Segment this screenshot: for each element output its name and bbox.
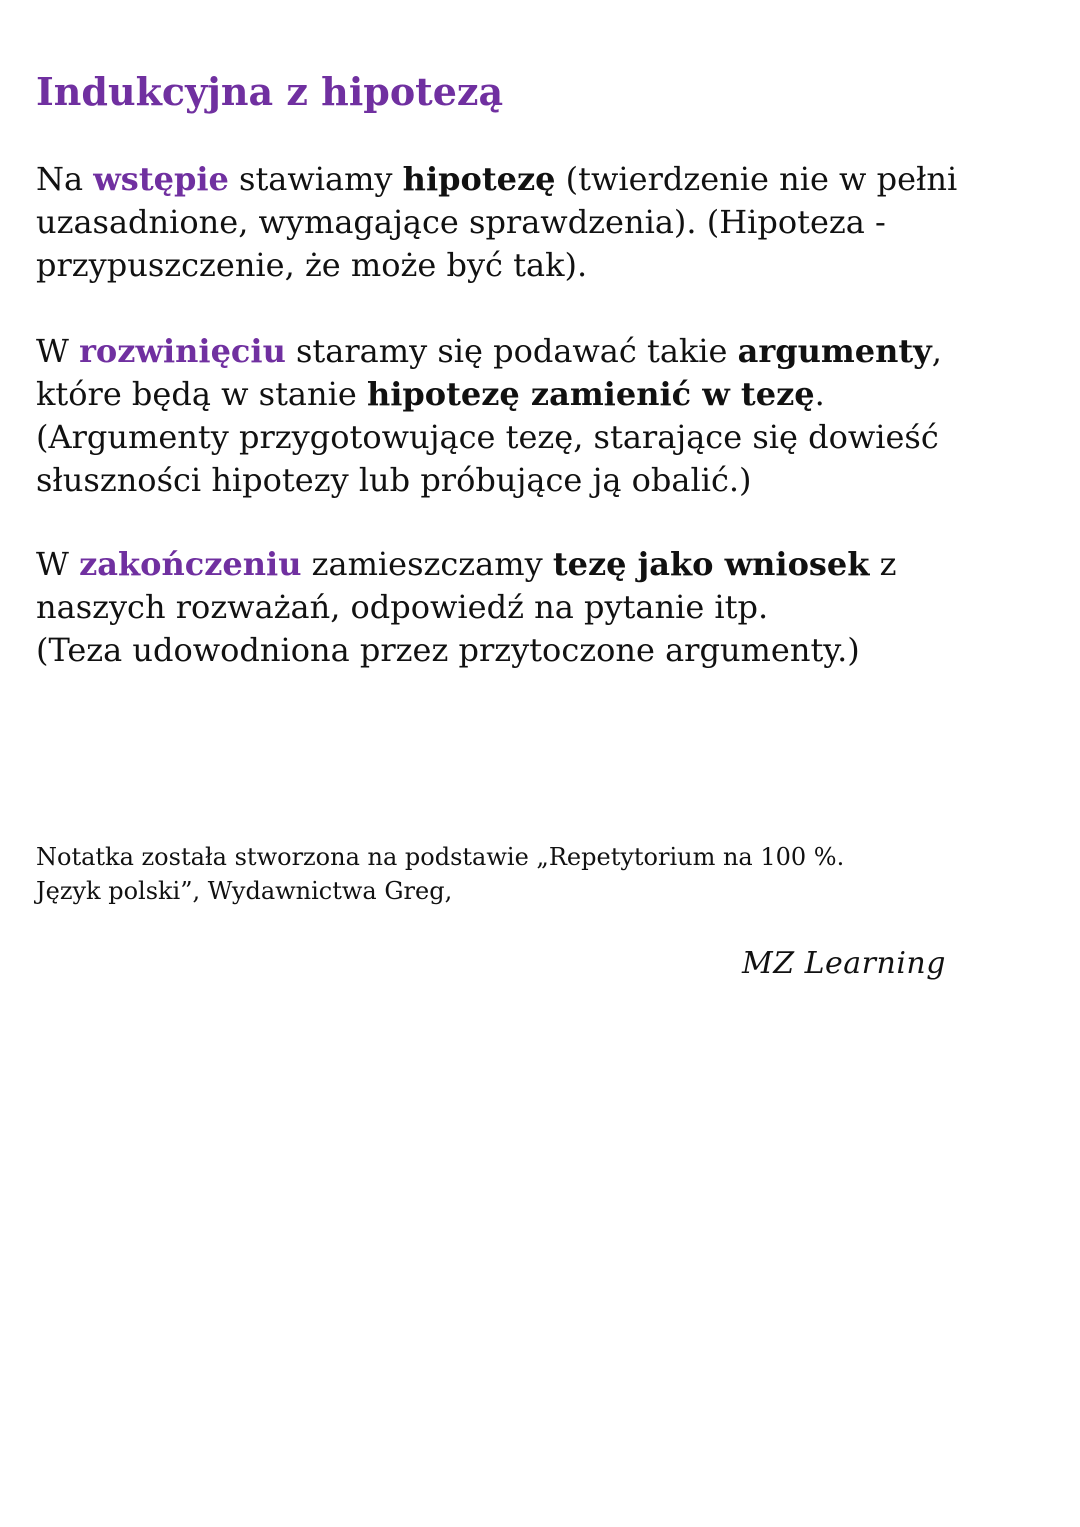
emphasis-teze-jako-wniosek: tezę jako wniosek	[552, 545, 870, 583]
text-span: W	[36, 332, 80, 370]
emphasis-argumenty: argumenty	[737, 332, 932, 370]
text-span: z	[869, 545, 897, 583]
paragraph-line: (Argumenty przygotowujące tezę, starające się dowieść	[36, 418, 939, 456]
paragraph-introduction	[36, 158, 957, 287]
text-span: staramy się podawać takie	[285, 332, 738, 370]
text-span: ,	[931, 332, 942, 370]
paragraph-line: uzasadnione, wymagające sprawdzenia). (Hipoteza -	[36, 203, 886, 241]
emphasis-hipoteze: hipotezę	[402, 160, 556, 198]
paragraph-line: przypuszczenie, że może być tak).	[36, 246, 588, 284]
paragraph-line	[36, 330, 942, 373]
keyword-rozwinieciu: rozwinięciu	[79, 332, 286, 370]
text-span: W	[36, 545, 80, 583]
text-span: zamieszczamy	[301, 545, 553, 583]
paragraph-line	[36, 158, 957, 201]
paragraph-line	[36, 543, 896, 586]
paragraph-line	[36, 373, 942, 416]
source-line: Język polski”, Wydawnictwa Greg,	[36, 877, 453, 905]
paragraph-conclusion	[36, 543, 896, 672]
source-note	[36, 840, 844, 908]
emphasis-hipoteze-zamienic: hipotezę zamienić w tezę	[366, 375, 815, 413]
paragraph-line: (Teza udowodniona przez przytoczone argumenty.)	[36, 631, 860, 669]
keyword-wstepie: wstępie	[93, 160, 229, 198]
page-title: Indukcyjna z hipotezą	[36, 69, 504, 114]
text-span: które będą w stanie	[36, 375, 367, 413]
keyword-zakonczeniu: zakończeniu	[79, 545, 302, 583]
text-span: Na	[36, 160, 94, 198]
text-span: (twierdzenie nie w pełni	[555, 160, 958, 198]
paragraph-line: naszych rozważań, odpowiedź na pytanie itp.	[36, 588, 769, 626]
text-span: .	[814, 375, 825, 413]
source-line: Notatka została stworzona na podstawie „Repetytorium na 100 %.	[36, 843, 845, 871]
text-span: stawiamy	[228, 160, 403, 198]
paragraph-development	[36, 330, 942, 502]
author-signature: MZ Learning	[742, 946, 946, 981]
paragraph-line: słuszności hipotezy lub próbujące ją obalić.)	[36, 461, 752, 499]
